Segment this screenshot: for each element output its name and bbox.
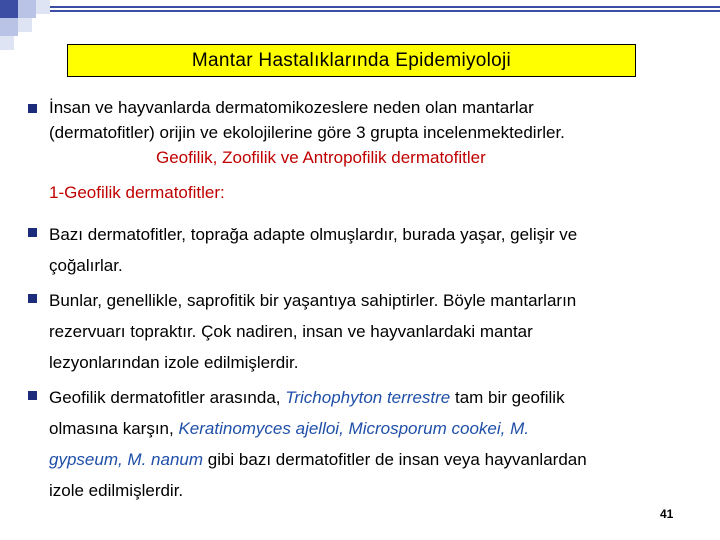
bullet-3-line-1 xyxy=(49,382,709,413)
intro-paragraph xyxy=(49,95,709,170)
bullet-2-line-1: Bunlar, genellikle, saprofitik bir yaşantıya sahiptirler. Böyle mantarların xyxy=(49,291,577,310)
bullet-3-paragraph xyxy=(49,382,709,506)
text: gibi bazı dermatofitler de insan veya hayvanlardan xyxy=(203,450,587,469)
intro-highlight: Geofilik, Zoofilik ve Antropofilik dermatofitler xyxy=(156,148,486,167)
deco-square-2 xyxy=(18,0,36,18)
intro-line-2: (dermatofitler) orijin ve ekolojilerine göre 3 grupta incelenmektedirler. xyxy=(49,123,565,142)
bullet-icon xyxy=(28,104,37,113)
text: olmasına karşın, xyxy=(49,419,179,438)
bullet-1-line-2: çoğalırlar. xyxy=(49,256,123,275)
text: tam bir geofilik xyxy=(450,388,565,407)
bullet-3-line-4: izole edilmişlerdir. xyxy=(49,481,184,500)
bullet-1-paragraph xyxy=(49,219,709,281)
section-heading: 1-Geofilik dermatofitler: xyxy=(49,183,225,202)
species-name: Trichophyton terrestre xyxy=(285,388,451,407)
bullet-1-line-1: Bazı dermatofitler, toprağa adapte olmuşlardır, burada yaşar, gelişir ve xyxy=(49,225,578,244)
page-number: 41 xyxy=(660,507,674,521)
deco-square-5 xyxy=(18,18,32,32)
bullet-2-line-3: lezyonlarından izole edilmişlerdir. xyxy=(49,353,299,372)
intro-line-1: İnsan ve hayvanlarda dermatomikozeslere neden olan mantarlar xyxy=(49,98,534,117)
bullet-3-line-2 xyxy=(49,413,709,444)
bullet-2-line-2: rezervuarı topraktır. Çok nadiren, insan ve hayvanlardaki mantar xyxy=(49,322,533,341)
bullet-3-line-3 xyxy=(49,444,709,475)
deco-square-6 xyxy=(0,36,14,50)
header-stripe xyxy=(0,6,720,16)
bullet-icon xyxy=(28,391,37,400)
text: Geofilik dermatofitler arasında, xyxy=(49,388,286,407)
bullet-icon xyxy=(28,294,37,303)
deco-square-3 xyxy=(36,0,50,14)
slide-title: Mantar Hastalıklarında Epidemiyoloji xyxy=(67,44,636,77)
species-name: gypseum, M. nanum xyxy=(49,450,204,469)
species-name: Keratinomyces ajelloi, Microsporum cookei, M. xyxy=(178,419,529,438)
bullet-icon xyxy=(28,228,37,237)
deco-square-1 xyxy=(0,0,18,18)
deco-square-4 xyxy=(0,18,18,36)
bullet-2-paragraph xyxy=(49,285,709,378)
